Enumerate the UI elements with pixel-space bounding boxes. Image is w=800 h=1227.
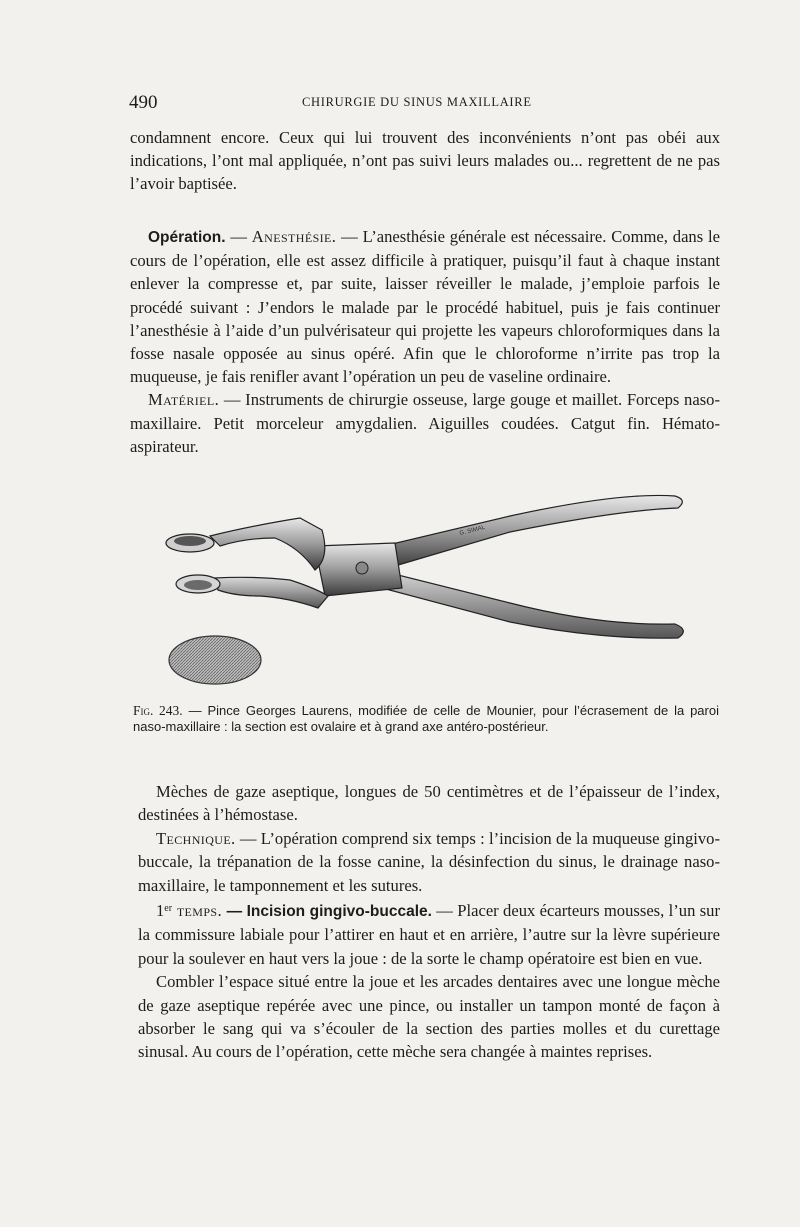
technique-text: — L’opération comprend six temps : l’incision de la muqueuse gingivo-buccale, la trépanation de la fosse canine, la désinfection du sinus, le drainage naso-maxillaire, le tamponnement et les sutures.: [138, 828, 720, 895]
forceps-illustration: [150, 488, 700, 688]
step-text: — Placer deux écarteurs mousses, l’un sur la commissure labiale pour l’attirer en haut et en arrière, l’autre sur la lèvre supérieure pour la soulever en haut vers la joue : de la sorte le champ opératoire est bien en vue.: [138, 901, 720, 968]
lower-jaw: [215, 577, 328, 608]
page-number: 490: [129, 92, 158, 113]
lower-cup-hollow: [184, 580, 212, 590]
paragraph-materiel: [130, 388, 720, 458]
paragraph-continuation: condamnent encore. Ceux qui lui trouvent des inconvénients n’ont pas obéi aux indications, l’ont mal appliquée, n’ont pas suivi leurs malades ou... regrettent de ne pas l’avoir baptisée.: [130, 128, 720, 194]
figure-caption-text: — Pince Georges Laurens, modifiée de celle de Mounier, pour l’écrasement de la paroi naso-maxillaire : la section est ovalaire et à grand axe antéro-postérieur.: [133, 703, 719, 734]
pivot-screw: [356, 562, 368, 574]
dash: —: [225, 227, 252, 246]
step-label: temps.: [172, 901, 223, 921]
oval-section-diagram: [169, 636, 261, 684]
paragraph-first-step: [138, 897, 720, 970]
materiel-text: — Instruments de chirurgie osseuse, large gouge et maillet. Forceps naso-maxillaire. Petit morceleur amygdalien. Aiguilles coudées. Catgut fin. Hémato-aspirateur.: [130, 390, 720, 456]
figure-forceps: [150, 488, 700, 688]
figure-caption: [133, 703, 719, 734]
subheading-anesthesia: Anesthésie.: [251, 227, 337, 246]
lower-handle: [378, 570, 683, 638]
running-title: CHIRURGIE DU SINUS MAXILLAIRE: [302, 95, 532, 109]
paragraph-anesthesia: [130, 225, 720, 388]
operation-section: [130, 225, 720, 458]
step-superscript: er: [164, 903, 173, 915]
step-number: 1: [156, 901, 165, 921]
engraving-mark: G. SIMAL: [459, 524, 486, 537]
upper-text: [130, 126, 720, 196]
anesthesia-text: — L’anesthésie générale est nécessaire. Comme, dans le cours de l’opération, elle est assez difficile à pratiquer, puisqu’il faut à chaque instant enlever la compresse et, par suite, laisser réveiller le malade, j’emploie parfois le procédé suivant : J’endors le malade par le procédé habituel, puis je fais continuer l’anesthésie à l’aide d’un pulvérisateur qui projette les vapeurs chloroformiques dans la fosse nasale opposée au sinus opéré. Afin que le chloroforme n’irrite pas trop la muqueuse, je fais renifler avant l’opération un peu de vaseline ordinaire.: [130, 227, 721, 387]
upper-jaw: [210, 518, 325, 570]
paragraph-combler: Combler l’espace situé entre la joue et les arcades dentaires avec une longue mèche de gaze aseptique repérée avec une pince, ou installer un tampon monté de façon à absorber le sang qui va s’écouler de la section des parties molles et du curettage sinusal. Au cours de l’opération, cette mèche sera changée à maintes reprises.: [138, 972, 720, 1062]
subheading-technique: Technique.: [156, 828, 236, 848]
upper-handle: [375, 495, 682, 568]
lower-text: [138, 780, 720, 1064]
paragraph-meches: Mèches de gaze aseptique, longues de 50 centimètres et de l’épaisseur de l’index, destinées à l’hémostase.: [138, 782, 720, 825]
figure-label: Fig. 243.: [133, 703, 183, 718]
page-header: [129, 92, 719, 116]
section-title-operation: Opération.: [148, 229, 226, 246]
upper-cup-hollow: [174, 536, 206, 546]
subheading-materiel: Matériel.: [148, 390, 220, 410]
paragraph-technique: [138, 827, 720, 897]
step-title: — Incision gingivo-buccale.: [222, 903, 432, 921]
